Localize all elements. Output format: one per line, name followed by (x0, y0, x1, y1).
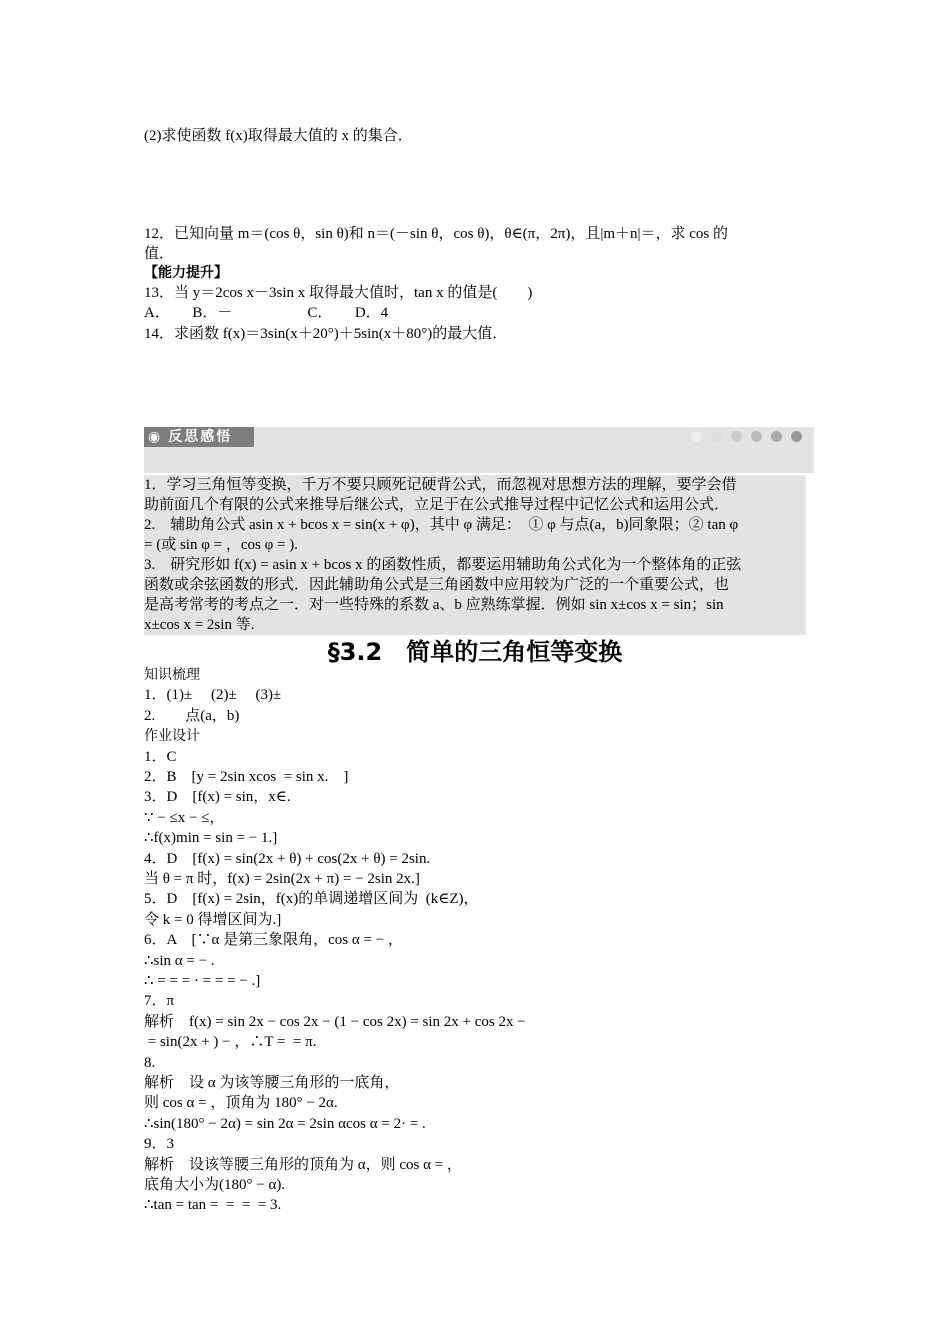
answer-line: 解析 设 α 为该等腰三角形的一底角， (144, 1075, 400, 1091)
answer-line: 知识梳理 (144, 667, 200, 683)
reflection-content (144, 475, 806, 635)
ability-heading: 【能力提升】 (144, 265, 228, 281)
answer-line: 则 cos α = ，顶角为 180° − 2α. (144, 1095, 338, 1111)
reflection-line: 1．学习三角恒等变换，千万不要只顾死记硬背公式，而忽视对思想方法的理解，要学会借 (144, 477, 737, 493)
answer-line: 底角大小为(180° − α). (144, 1177, 286, 1193)
question-12-line1: 12．已知向量 m＝(cos θ，sin θ)和 n＝(－sin θ，cos θ)，θ∈(π，2π)，且|m＋n|＝，求 cos 的 (144, 226, 728, 242)
circle-bullet-icon: ◉ (148, 429, 163, 445)
dot-icon (731, 431, 742, 442)
reflection-line: 函数或余弦函数的形式．因此辅助角公式是三角函数中应用较为广泛的一个重要公式，也 (144, 577, 730, 593)
answer-line: 9．3 (144, 1136, 175, 1152)
reflection-line: 2. 辅助角公式 asin x + bcos x = sin(x + φ)，其中 φ 满足： ① φ 与点(a，b)同象限；② tan φ (144, 517, 739, 533)
answer-line: = sin(2x + ) − ，∴T = = π. (144, 1034, 317, 1050)
dot-icon (771, 431, 782, 442)
reflection-header (144, 427, 814, 447)
question-13-options: A． B．－ C． D．4 (144, 305, 389, 321)
answer-line: 8. (144, 1055, 156, 1071)
section-title: §3.2 简单的三角恒等变换 (327, 638, 623, 666)
answer-line: 1．C (144, 749, 177, 765)
answer-line: 解析 设该等腰三角形的顶角为 α，则 cos α = ， (144, 1157, 462, 1173)
reflection-line: x±cos x = 2sin 等. (144, 617, 255, 633)
answer-line: 6．A [∵α 是第三象限角，cos α = − ， (144, 932, 403, 948)
question-13: 13．当 y＝2cos x－3sin x 取得最大值时，tan x 的值是( ) (144, 285, 533, 301)
answer-line: ∴sin(180° − 2α) = sin 2α = 2sin αcos α = 2· = . (144, 1116, 426, 1132)
reflection-line: 是高考常考的考点之一．对一些特殊的系数 a、b 应熟练掌握．例如 sin x±cos x = sin；sin (144, 597, 724, 613)
dot-icon (691, 431, 702, 442)
answer-line: 4．D [f(x) = sin(2x + θ) + cos(2x + θ) = 2sin. (144, 851, 431, 867)
answer-line: 当 θ = π 时，f(x) = 2sin(2x + π) = − 2sin 2x.] (144, 871, 420, 887)
reflection-spacer (144, 447, 814, 473)
answer-line: ∴tan = tan = = = = 3. (144, 1197, 282, 1213)
answer-line: 1．(1)± (2)± (3)± (144, 687, 282, 703)
decorative-dots (682, 431, 802, 443)
dot-icon (711, 431, 722, 442)
reflection-tab (144, 427, 254, 447)
answer-line: 2. 点(a，b) (144, 708, 240, 724)
reflection-line: 3. 研究形如 f(x) = asin x + bcos x 的函数性质，都要运用辅助角公式化为一个整体角的正弦 (144, 557, 742, 573)
question-14: 14．求函数 f(x)＝3sin(x＋20°)＋5sin(x＋80°)的最大值． (144, 326, 508, 342)
reflection-line: 助前面几个有限的公式来推导后继公式，立足于在公式推导过程中记忆公式和运用公式． (144, 497, 730, 513)
answer-line: ∴sin α = − . (144, 953, 215, 969)
question-11-part2: (2)求使函数 f(x)取得最大值的 x 的集合． (144, 128, 413, 144)
answer-line: ∵ − ≤x − ≤， (144, 810, 225, 826)
answer-line: ∴f(x)min = sin = − 1.] (144, 830, 278, 846)
reflection-line: = (或 sin φ = ，cos φ = ). (144, 537, 298, 553)
reflection-title: 反思感悟 (168, 429, 233, 445)
answer-line: 5．D [f(x) = 2sin，f(x)的单调递增区间为 (k∈Z)， (144, 891, 479, 907)
dot-icon (791, 431, 802, 442)
dot-icon (751, 431, 762, 442)
question-12-line2: 值． (144, 246, 175, 262)
answer-line: 3．D [f(x) = sin，x∈. (144, 789, 291, 805)
answer-line: 7．π (144, 993, 175, 1009)
answer-line: ∴ = = = · = = = − .] (144, 973, 261, 989)
answer-line: 作业设计 (144, 728, 200, 744)
answer-line: 令 k = 0 得增区间为.] (144, 912, 282, 928)
answer-line: 2．B [y = 2sin xcos = sin x. ] (144, 769, 349, 785)
answer-line: 解析 f(x) = sin 2x − cos 2x − (1 − cos 2x) = sin 2x + cos 2x − (144, 1014, 526, 1030)
